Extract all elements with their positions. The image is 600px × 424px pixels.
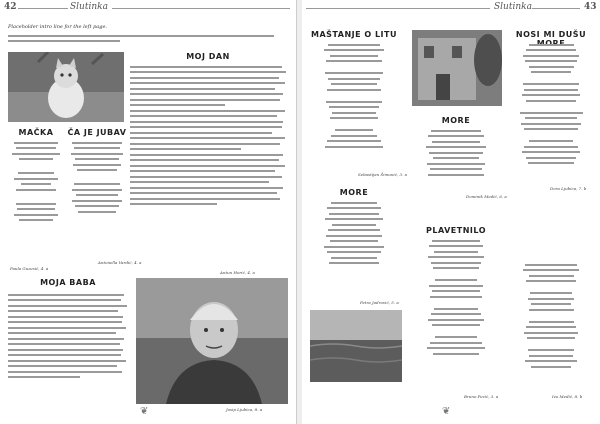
grandma-illustration <box>136 278 288 404</box>
macka-byline: Paula Guzesić, 4. a <box>10 266 49 271</box>
more-poem-2 <box>306 198 402 268</box>
moja-baba-byline: Josip Ljubica, 8. a <box>226 407 263 412</box>
right-page <box>302 0 598 424</box>
mastanje-o-litu-poem <box>306 40 402 151</box>
article-title-macka: MAČKA <box>18 128 54 137</box>
ca-je-jubav-poem <box>66 138 128 216</box>
poem-title-nosi-mi-dusu-more: NOSI MI DUŠU <box>515 30 587 39</box>
moj-dan-byline: Antun Horić, 4. a <box>220 270 255 275</box>
intro-text <box>8 24 288 46</box>
header-title: Slutinka <box>494 2 532 12</box>
macka-poem <box>8 138 64 225</box>
poem-title-mastanje-o-litu: MAŠTANJE O LITU <box>311 30 397 39</box>
ca-je-jubav-byline: Antonella Vardić, 4. a <box>98 260 142 265</box>
page-number: 43 <box>584 2 597 12</box>
poem-title-plavetnilo: PLAVETNILO <box>425 226 486 235</box>
plavetnilo-poem <box>408 236 504 358</box>
house-illustration <box>412 30 502 106</box>
sea-illustration <box>310 310 402 382</box>
cat-illustration <box>8 52 124 122</box>
grandma-photo <box>136 278 288 404</box>
sea-photo <box>310 310 402 382</box>
left-page <box>0 0 297 424</box>
article-title-moj-dan: MOJ DAN <box>186 52 230 61</box>
nosi-mi-byline: Dora Ljubica, 7. b <box>550 186 587 191</box>
last-poem-byline: Ivo Medić, 8. b <box>552 394 583 399</box>
poem-title-more-2: MORE <box>339 188 369 197</box>
cat-photo <box>8 52 124 122</box>
mastanje-byline: Sebastijan Šimunić, 3. a <box>358 172 407 177</box>
last-poem <box>506 260 596 371</box>
footer-ornament-icon: ❦ <box>140 406 149 417</box>
moja-baba-text <box>8 290 128 382</box>
header-title: Slutinka <box>70 2 108 12</box>
intro-line: Placeholder intro line for the left page. <box>8 24 108 30</box>
right-page-header <box>306 2 596 16</box>
plavetnilo-byline: Bruno Pezić, 3. a <box>464 394 499 399</box>
moj-dan-text <box>130 62 288 209</box>
footer-ornament-icon: ❦ <box>442 406 451 417</box>
more-1-byline: Dominik Medić, 6. a <box>466 194 507 199</box>
left-page-header <box>4 2 294 16</box>
page-number: 42 <box>4 2 17 12</box>
nosi-mi-dusu-more-poem <box>506 40 596 168</box>
article-title-moja-baba: MOJA BABA <box>40 278 96 287</box>
house-photo <box>412 30 502 106</box>
more-2-byline: Petra Jadrović, 5. a <box>360 300 399 305</box>
article-title-ca-je-jubav: ČA JE JUBAV <box>67 128 127 137</box>
more-poem-1 <box>408 126 504 179</box>
poem-title-more-1: MORE <box>441 116 471 125</box>
